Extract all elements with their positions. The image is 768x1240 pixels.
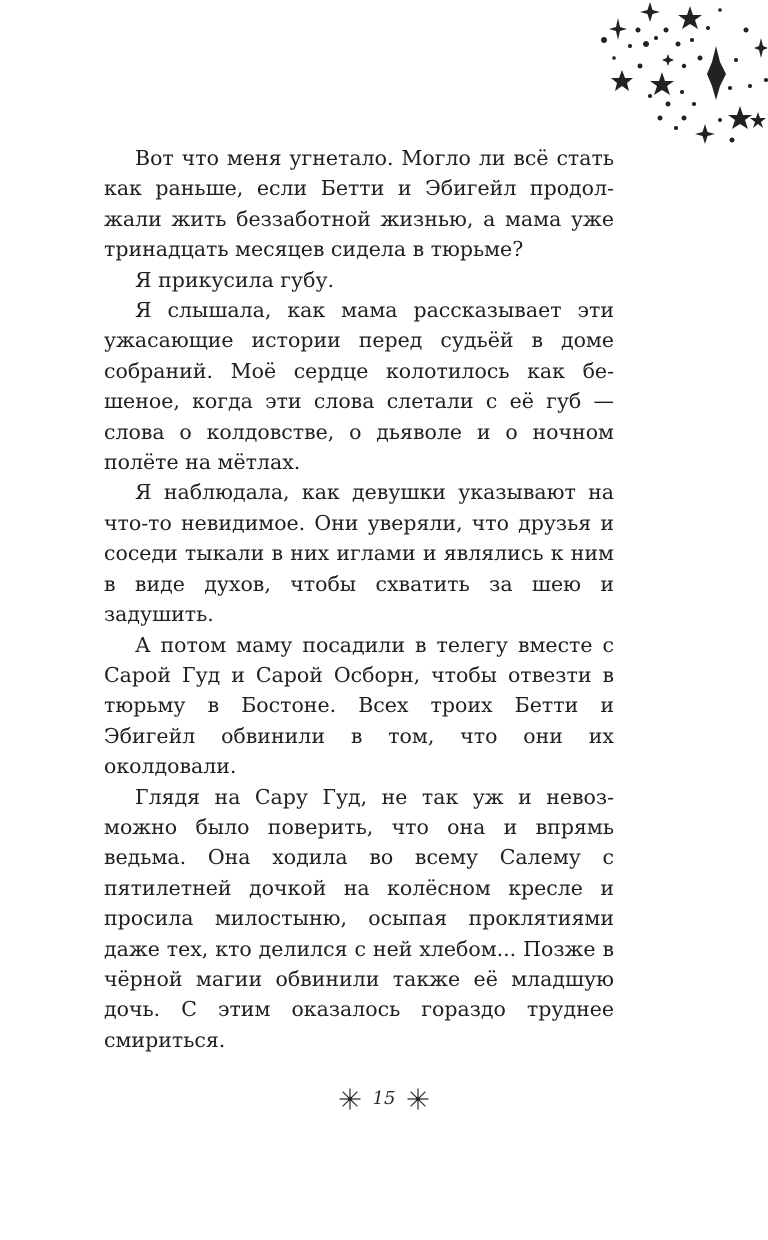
sparkle-icon [640, 2, 660, 22]
starry-sky-decoration [580, 0, 768, 150]
sparkle-icon [662, 54, 674, 66]
paragraph: Вот что меня угнетало. Могло ли всё стать как раньше, если Бетти и Эбигейл продолжали жить беззаботной жизнью, а мама уже тринадцать месяцев сидела в тюрьме? [104, 146, 614, 262]
chapter-text [104, 143, 614, 1055]
star-icon [728, 106, 752, 129]
page-footer [0, 1085, 768, 1113]
star-icon [750, 112, 766, 128]
paragraph: Глядя на Сару Гуд, не так уж и невозможно было поверить, что она и впрямь ведьма. Она ходила во всему Салему с пятилетней дочкой на колёсном кресле и просила милостыню, осыпая проклятиями даже тех, кто делился с ней хлебом... Позже в чёрной магии обвинили также её младшую дочь. С этим оказалось гораздо труднее смириться. [104, 784, 614, 1052]
sparkle-icon [707, 46, 726, 100]
sparkle-left-icon [339, 1088, 361, 1110]
sparkle-icon [695, 124, 715, 144]
sparkle-icon [754, 38, 768, 58]
paragraph: А потом маму посадили в телегу вместе с Сарой Гуд и Сарой Осборн, чтобы отвезти в тюрьму в Бостоне. Всех троих Бетти и Эбигейл обвинили в том, что они их околдовали. [104, 632, 614, 779]
paragraph: Я прикусила губу. [135, 267, 335, 292]
page-number: 15 [372, 1088, 396, 1109]
star-icon [611, 70, 633, 91]
paragraph: Я наблюдала, как девушки указывают на что-то невидимое. Они уверяли, что друзья и соседи тыкали в них иглами и являлись к ним в виде духов, чтобы схватить за шею и задушить. [104, 480, 614, 627]
sparkle-icon [609, 18, 627, 40]
sparkle-right-icon [407, 1088, 429, 1110]
star-icon [650, 72, 674, 95]
paragraph: Я слышала, как мама рассказывает эти ужасающие истории перед судьёй в доме собраний. Моё сердце колотилось как бешеное, когда эти слова слетали с её губ — слова о колдовстве, о дьяволе и о ночном полёте на мётлах. [104, 298, 614, 475]
star-icon [678, 6, 702, 29]
